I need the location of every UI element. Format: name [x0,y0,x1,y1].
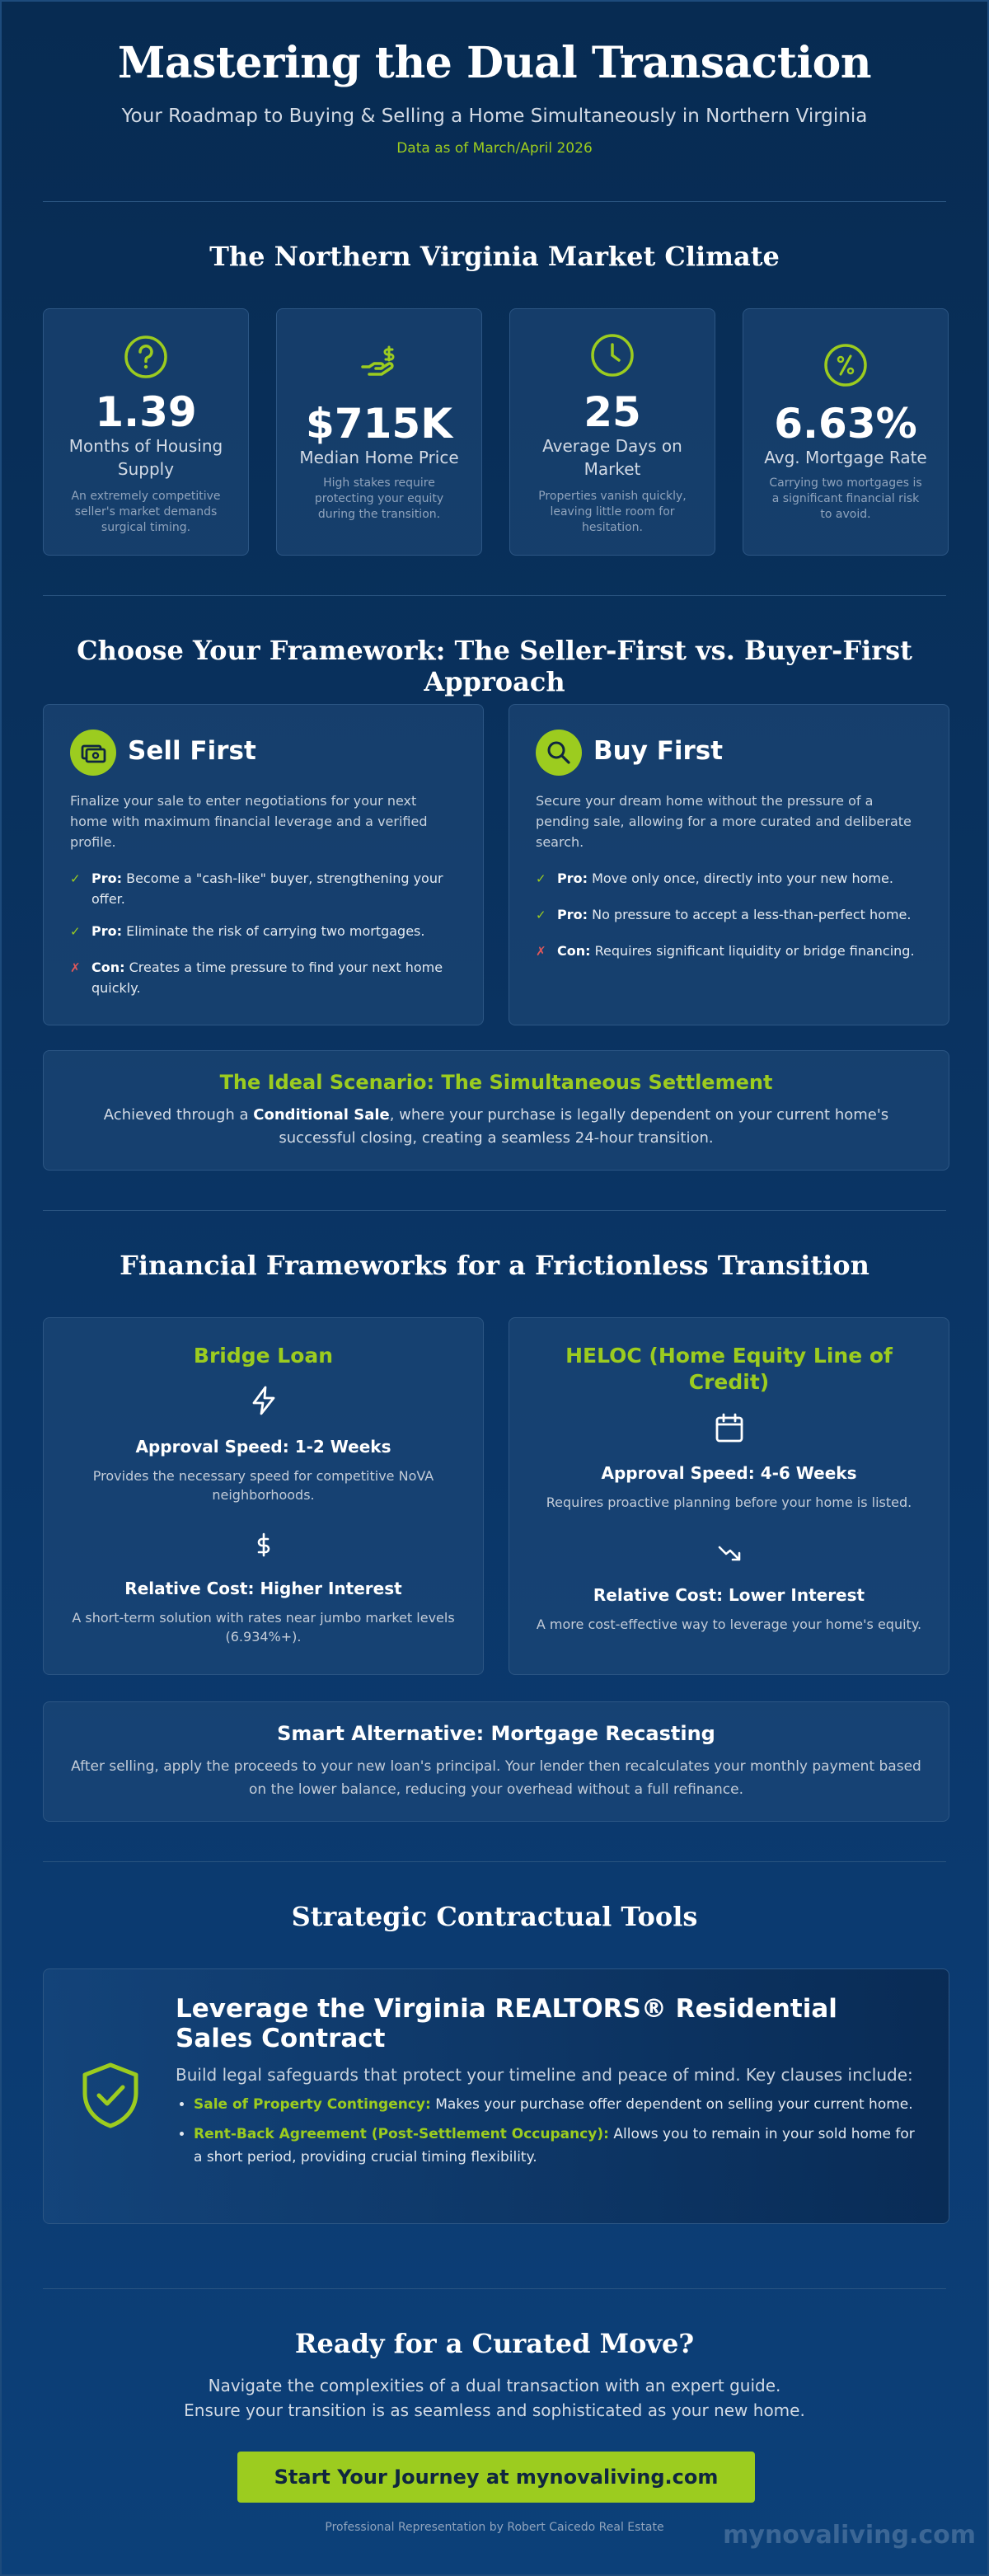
ideal-scenario-text: Achieved through a Conditional Sale, where your purchase is legally dependent on your current home's successful closing, creating a seamless 24-hour transition. [103,1106,889,1147]
start-journey-button[interactable]: Start Your Journey at mynovaliving.com [237,2452,755,2503]
list-item: ✗ Con: Creates a time pressure to find your next home quickly. [70,960,443,996]
hand-dollar-icon [359,342,399,382]
section-divider [43,201,946,202]
clock-icon [589,332,635,378]
section-divider [43,2288,946,2289]
cta-title: Ready for a Curated Move? [294,2328,695,2359]
stat-description: Properties vanish quickly, leaving little room for hesitation. [538,490,687,534]
stat-value: 25 [584,388,641,436]
stat-card-mortgage-rate [743,308,949,556]
smart-alternative-title: Smart Alternative: Mortgage Recasting [277,1722,715,1745]
stat-label: Average Days on Market [542,436,682,479]
section-divider [43,1210,946,1211]
clause-list [176,2093,916,2175]
finance-section-title: Financial Frameworks for a Frictionless Transition [120,1250,869,1281]
list-item: ✓ Pro: No pressure to accept a less-than-perfect home. [536,904,922,925]
list-item: ✗ Con: Requires significant liquidity or bridge financing. [536,941,922,961]
question-circle-icon [123,334,169,380]
sell-first-intro: Finalize your sale to enter negotiations for your next home with maximum financial leverage and a verified profile. [70,793,428,850]
dollar-icon [254,1531,274,1559]
approval-speed-desc: Provides the necessary speed for competitive NoVA neighborhoods. [92,1468,434,1503]
tools-section-title: Strategic Contractual Tools [291,1901,698,1932]
section-divider [43,595,946,596]
buy-first-badge [536,730,582,776]
buy-first-card [509,704,949,1025]
stat-card-days-on-market [509,308,715,556]
list-item: • Rent-Back Agreement (Post-Settlement Occupancy): Allows you to remain in your sold home for a short period, providing crucial timing flexibility. [194,2123,916,2169]
data-date-note: Data as of March/April 2026 [396,140,593,157]
lightning-icon [247,1384,280,1417]
smart-alternative-text: After selling, apply the proceeds to your new loan's principal. Your lender then recalculates your monthly payment based on the lower balance, reducing your overhead without a full refinance. [71,1758,921,1798]
contract-card-title: Leverage the Virginia REALTORS® Residential Sales Contract [176,1994,837,2053]
stat-description: An extremely competitive seller's market demands surgical timing. [71,490,221,534]
footer-credit: Professional Representation by Robert Caicedo Real Estate [325,2521,664,2534]
list-item: ✓ Pro: Eliminate the risk of carrying two mortgages. [70,921,457,941]
site-watermark: mynovaliving.com [723,2521,976,2550]
check-icon: ✓ [536,871,546,886]
approval-speed-desc: Requires proactive planning before your home is listed. [546,1494,912,1510]
heloc-title: HELOC (Home Equity Line of Credit) [565,1344,893,1394]
stat-label: Avg. Mortgage Rate [764,448,927,467]
cash-icon [70,730,116,776]
bridge-loan-card [43,1317,484,1675]
page-subtitle: Your Roadmap to Buying & Selling a Home Simultaneously in Northern Virginia [121,106,868,127]
ideal-scenario-title: The Ideal Scenario: The Simultaneous Settlement [219,1071,773,1094]
sell-first-title: Sell First [128,736,256,766]
bridge-loan-title: Bridge Loan [193,1344,334,1368]
stat-label: Months of Housing Supply [68,436,223,479]
ideal-scenario-card [43,1050,949,1171]
stat-description: High stakes require protecting your equity during the transition. [314,476,444,521]
stat-value: $715K [306,400,452,448]
relative-cost: Relative Cost: Higher Interest [124,1579,402,1598]
check-icon: ✓ [536,908,546,922]
buy-first-intro: Secure your dream home without the pressure of a pending sale, allowing for a more curated and deliberate search. [536,793,912,850]
cta-line-2: Ensure your transition is as seamless and sophisticated as your new home. [184,2400,805,2420]
list-item: ✓ Pro: Become a "cash-like" buyer, strengthening your offer. [70,870,443,907]
market-section-title: The Northern Virginia Market Climate [209,241,780,272]
arrow-down-right-icon [716,1541,743,1567]
relative-cost: Relative Cost: Lower Interest [593,1585,865,1605]
relative-cost-desc: A short-term solution with rates near jumbo market levels (6.934%+). [72,1610,455,1645]
relative-cost-desc: A more cost-effective way to leverage your home's equity. [536,1616,922,1632]
framework-section-title: Choose Your Framework: The Seller-First vs. Buyer-First Approach [77,635,912,697]
heloc-card [509,1317,949,1675]
calendar-icon [713,1412,746,1445]
percent-circle-icon [823,342,869,388]
list-item: • Sale of Property Contingency: Makes your purchase offer dependent on selling your current home. [194,2093,916,2116]
sell-first-badge [70,730,116,776]
approval-speed: Approval Speed: 4-6 Weeks [601,1463,857,1483]
stat-card-median-price [276,308,482,556]
stat-card-housing-supply [43,308,249,556]
buy-first-title: Buy First [593,736,724,766]
contract-lead-text: Build legal safeguards that protect your timeline and peace of mind. Key clauses include: [176,2065,913,2085]
search-icon [536,730,582,776]
cross-icon: ✗ [536,944,546,959]
stat-value: 1.39 [95,388,197,436]
contract-card [43,1968,949,2224]
approval-speed: Approval Speed: 1-2 Weeks [135,1437,391,1457]
stat-description: Carrying two mortgages is a significant financial risk to avoid. [769,476,922,521]
stat-value: 6.63% [774,400,917,448]
section-divider [43,1861,946,1862]
page-title: Mastering the Dual Transaction [117,38,872,88]
cross-icon: ✗ [70,960,81,975]
sell-first-card [43,704,484,1025]
smart-alternative-card [43,1701,949,1822]
check-icon: ✓ [70,924,81,939]
check-icon: ✓ [70,871,81,886]
stat-label: Median Home Price [299,448,459,467]
shield-check-icon [75,2060,146,2131]
cta-line-1: Navigate the complexities of a dual transaction with an expert guide. [208,2376,781,2395]
list-item: ✓ Pro: Move only once, directly into your new home. [536,868,922,889]
